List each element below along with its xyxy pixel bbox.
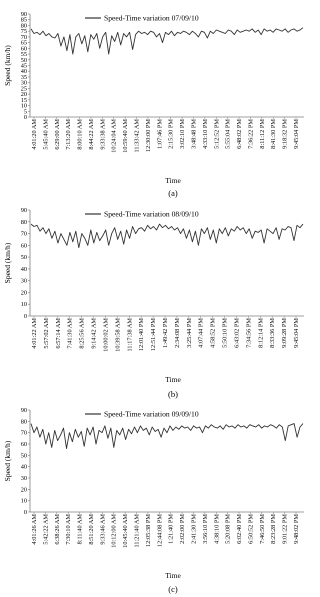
y-tick-label: 80 [20, 22, 27, 30]
x-tick-label: 9:33:38 AM [99, 119, 107, 150]
y-tick-label: 60 [20, 45, 27, 53]
y-tick-label: 65 [20, 39, 27, 47]
x-tick-label: 5:55:04 PM [224, 118, 232, 149]
x-tick-label: 4:58:52 PM [209, 318, 217, 348]
speed-series-line [31, 224, 303, 248]
x-tick-label: 3:56:10 PM [201, 514, 209, 544]
y-tick-label: 30 [20, 277, 27, 285]
y-tick-label: 90 [20, 407, 27, 414]
x-tick-label: 7:13:20 AM [65, 119, 73, 150]
x-tick-label: 6:48:02 PM [236, 118, 244, 149]
speed-series-line [31, 28, 303, 54]
x-tick-label: 7:41:30 AM [66, 318, 74, 349]
y-tick-label: 50 [20, 452, 27, 460]
x-tick-label: 7:36:22 PM [247, 119, 255, 149]
y-tick-label: 40 [20, 463, 27, 471]
x-tick-label: 8:51:20 AM [87, 514, 95, 545]
x-tick-label: 12:30:00 PM [144, 119, 152, 153]
y-axis-title: Speed (km/h) [3, 440, 12, 482]
x-tick-label: 9:45:04 PM [293, 318, 300, 348]
y-tick-label: 20 [20, 289, 27, 297]
y-tick-label: 0 [23, 114, 27, 121]
x-tick-label: 2:41:30 PM [190, 514, 198, 544]
x-tick-label: 4:38:10 PM [213, 514, 221, 544]
x-tick-label: 5:45:40 AM [42, 119, 50, 150]
y-tick-label: 90 [20, 11, 27, 18]
x-tick-label: 10:59:40 AM [122, 119, 130, 153]
x-tick-label: 4:01:22 AM [31, 318, 38, 349]
x-tick-label: 12:44:08 PM [156, 514, 164, 548]
y-tick-label: 25 [20, 85, 27, 93]
x-tick-label: 8:44:22 AM [87, 119, 95, 150]
x-tick-label: 8:41:30 PM [270, 119, 278, 149]
x-tick-label: 9:33:46 AM [99, 514, 107, 545]
x-tick-label: 9:48:02 PM [293, 514, 300, 544]
x-tick-label: 10:00:02 AM [102, 318, 110, 352]
y-tick-label: 50 [20, 56, 27, 64]
y-tick-label: 40 [20, 265, 27, 273]
x-tick-label: 7:30:10 AM [65, 514, 73, 545]
x-tick-label: 8:11:40 AM [76, 514, 84, 545]
x-tick-label: 11:21:40 AM [133, 514, 141, 548]
y-tick-label: 55 [20, 51, 27, 59]
legend-label: Speed-Time variation 08/09/10 [104, 209, 199, 219]
x-tick-label: 2:34:08 PM [173, 318, 181, 348]
x-tick-label: 9:09:28 PM [281, 318, 289, 348]
y-tick-label: 70 [20, 33, 27, 41]
x-tick-label: 9:18:32 PM [281, 119, 289, 149]
x-tick-label: 5:42:22 AM [42, 514, 50, 545]
x-tick-label: 9:45:04 PM [293, 119, 300, 149]
x-tick-label: 7:34:56 PM [245, 318, 253, 348]
y-tick-label: 80 [20, 418, 27, 426]
y-tick-label: 50 [20, 254, 27, 262]
x-tick-label: 1:49:42 PM [162, 318, 169, 348]
x-tick-label: 6:38:26 AM [53, 514, 61, 545]
y-axis-title: Speed (km/h) [3, 45, 12, 86]
panel-caption: (a) [168, 188, 178, 198]
x-tick-label: 11:17:38 AM [126, 318, 134, 352]
x-tick-label: 4:01:26 AM [31, 514, 38, 545]
x-tick-label: 8:00:10 AM [76, 119, 84, 150]
speed-series-line [31, 424, 303, 449]
y-axis-title: Speed (km/h) [3, 242, 12, 284]
x-tick-label: 3:48:48 PM [190, 119, 198, 149]
y-tick-label: 85 [20, 16, 27, 24]
x-axis-title: Time [165, 176, 181, 185]
x-tick-label: 5:50:10 PM [221, 318, 229, 348]
y-tick-label: 0 [23, 509, 27, 516]
panel-caption: (b) [168, 389, 178, 399]
x-tick-label: 4:07:44 PM [197, 318, 205, 348]
y-tick-label: 0 [23, 313, 27, 320]
x-axis-title: Time [165, 375, 181, 384]
x-axis-title: Time [165, 571, 181, 580]
x-tick-label: 9:01:22 PM [281, 514, 289, 544]
x-tick-label: 2:02:00 PM [179, 514, 187, 544]
x-tick-label: 10:24:04 AM [110, 119, 118, 153]
y-tick-label: 35 [20, 73, 27, 81]
y-tick-label: 40 [20, 68, 27, 76]
y-tick-label: 30 [20, 475, 27, 482]
y-tick-label: 5 [23, 108, 27, 116]
x-tick-label: 5:57:02 AM [42, 318, 50, 349]
x-tick-label: 2:15:30 PM [167, 119, 175, 149]
x-tick-label: 11:33:42 AM [133, 119, 141, 153]
x-tick-label: 12:05:38 PM [144, 514, 152, 548]
x-tick-label: 12:51:44 PM [150, 318, 158, 352]
y-tick-label: 10 [20, 497, 27, 505]
y-tick-label: 60 [20, 242, 27, 250]
panel-caption: (c) [168, 584, 178, 594]
x-tick-label: 8:25:56 AM [78, 318, 86, 349]
x-tick-label: 3:02:10 PM [179, 119, 187, 149]
x-tick-label: 5:20:08 PM [224, 514, 232, 544]
y-tick-label: 70 [20, 230, 27, 238]
x-tick-label: 4:33:10 PM [201, 119, 209, 149]
x-tick-label: 10:45:40 AM [122, 514, 130, 548]
y-tick-label: 15 [20, 96, 27, 104]
x-tick-label: 5:12:52 PM [213, 119, 221, 149]
y-tick-label: 30 [20, 79, 27, 87]
x-tick-label: 1:07:46 PM [156, 119, 164, 149]
y-tick-label: 20 [20, 91, 27, 99]
y-tick-label: 10 [20, 102, 27, 110]
legend-label: Speed-Time variation 07/09/10 [104, 13, 199, 23]
x-tick-label: 9:14:42 AM [90, 318, 98, 349]
y-tick-label: 20 [20, 486, 27, 494]
x-tick-label: 1:21:40 PM [167, 514, 175, 544]
x-tick-label: 6:29:00 AM [53, 119, 61, 150]
y-tick-label: 75 [20, 28, 27, 36]
y-tick-label: 45 [20, 62, 27, 70]
x-tick-label: 12:01:40 PM [138, 318, 146, 352]
legend-label: Speed-Time variation 09/09/10 [104, 409, 199, 419]
y-tick-label: 90 [20, 207, 27, 214]
y-tick-label: 10 [20, 301, 27, 309]
x-tick-label: 8:12:14 PM [257, 318, 265, 348]
y-tick-label: 80 [20, 218, 27, 226]
y-tick-label: 60 [20, 441, 27, 448]
x-tick-label: 6:57:14 AM [54, 318, 62, 349]
x-tick-label: 3:25:44 PM [185, 318, 193, 348]
x-tick-label: 10:39:58 AM [114, 318, 122, 352]
x-tick-label: 6:02:40 PM [236, 514, 244, 544]
x-tick-label: 8:33:36 PM [269, 318, 277, 348]
x-tick-label: 10:12:00 AM [110, 514, 118, 548]
x-tick-label: 6:43:02 PM [233, 318, 241, 348]
x-tick-label: 8:23:28 PM [270, 514, 278, 544]
x-tick-label: 4:01:20 AM [31, 119, 38, 150]
x-tick-label: 8:11:12 PM [258, 119, 266, 149]
y-tick-label: 70 [20, 429, 27, 437]
x-tick-label: 7:46:50 PM [258, 514, 266, 544]
x-tick-label: 6:50:52 PM [247, 514, 255, 544]
